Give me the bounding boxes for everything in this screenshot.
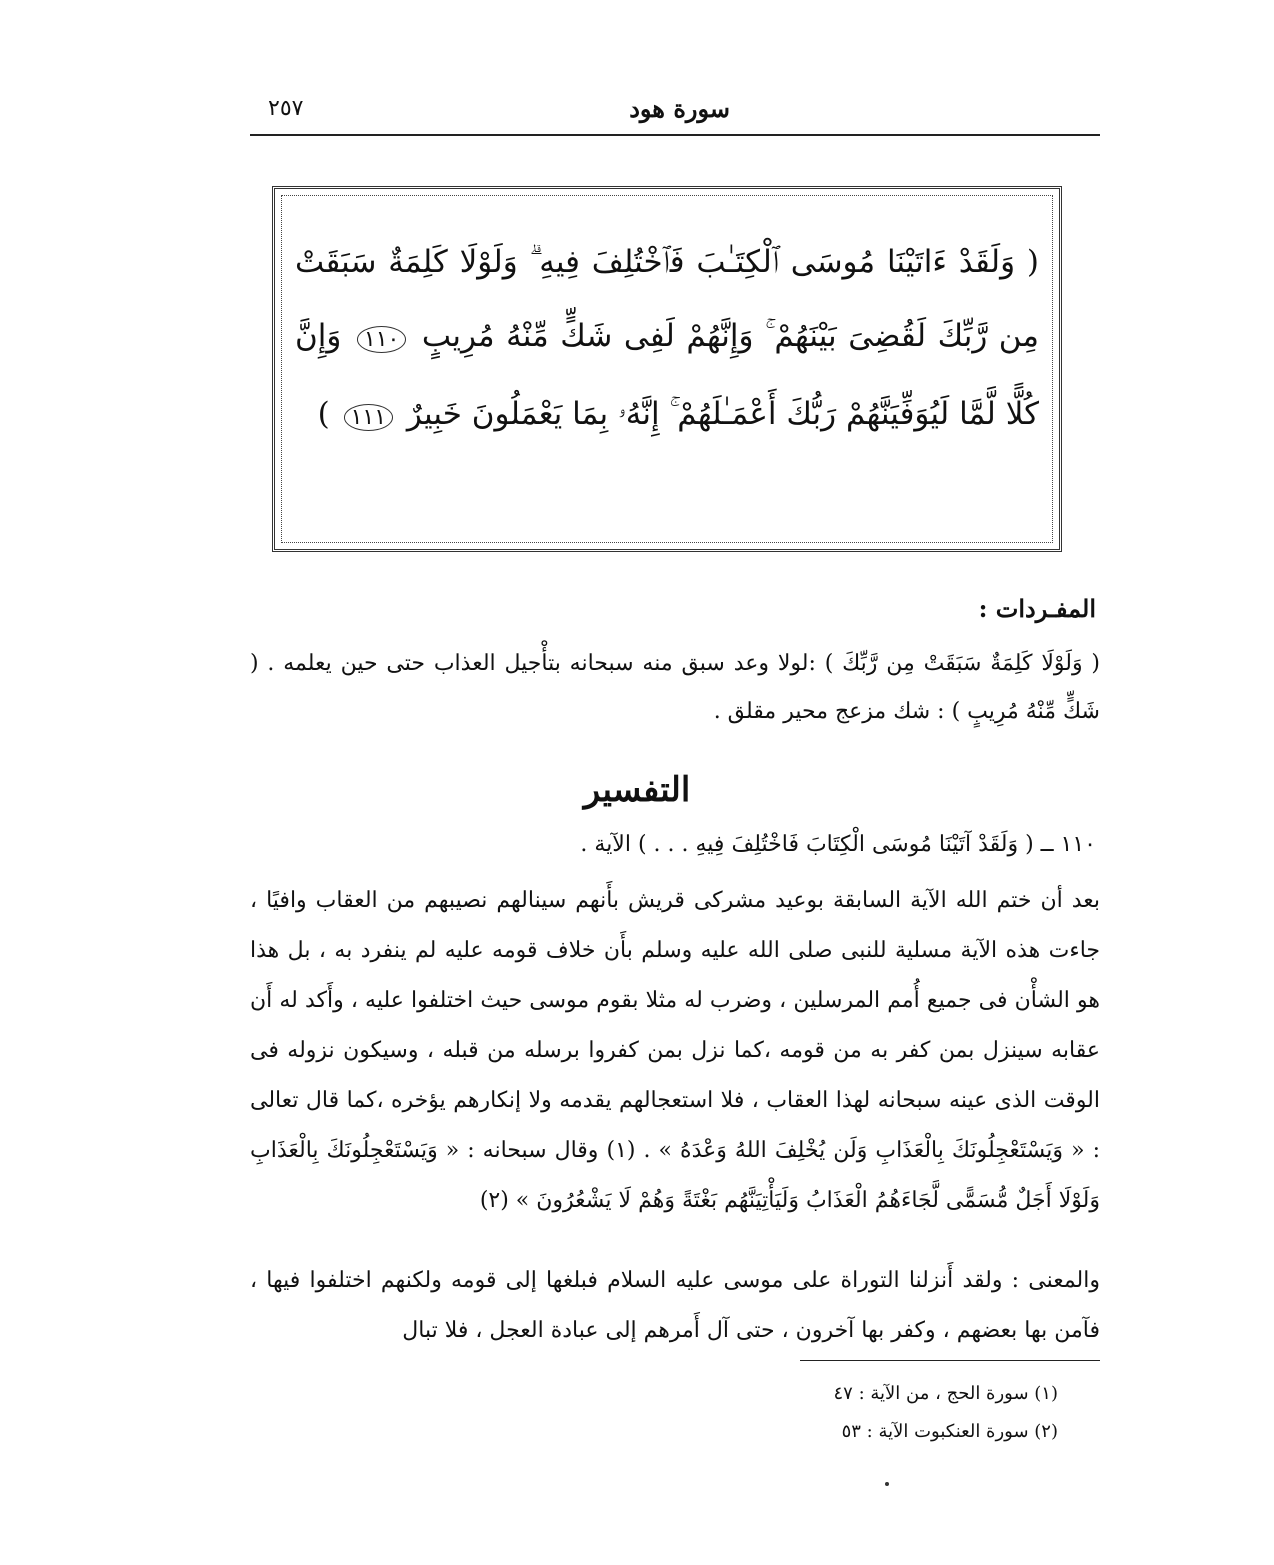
vocabulary-text: ( وَلَوْلَا كَلِمَةٌ سَبَقَتْ مِن رَّبِّكَ ) :لولا وعد سبق منه سبحانه بتأْجيل العذاب حتى حين يعلمه . ( شَكٍّ مِّنْهُ مُرِيبٍ ) : شك مزعج محير مقلق . [250,651,1100,724]
header-divider [250,134,1100,136]
tafsir-heading: التفسير [583,770,691,810]
verse-reference: ١١٠ ــ ( وَلَقَدْ آتَيْنَا مُوسَى الْكِتَابَ فَاخْتُلِفَ فِيهِ . . . ) الآية . [580,832,1096,857]
quran-verse-text [295,225,1039,455]
verse-111-text: وَإِنَّ كُلًّا لَّمَّا لَيُوَفِّيَنَّهُمْ رَبُّكَ أَعْمَـٰلَهُمْ ۚ إِنَّهُۥ بِمَا يَعْمَلُونَ خَبِيرٌ [295,318,1039,432]
footnotes [834,1375,1059,1451]
footnote-2: (٢) سورة العنكبوت الآية : ٥٣ [841,1421,1058,1442]
scan-speck [885,1482,889,1486]
vocabulary-heading: المفـردات : [978,594,1096,623]
surah-title: سورة هود [629,94,730,123]
page-number: ٢٥٧ [268,96,304,121]
footnote-1: (١) سورة الحج ، من الآية : ٤٧ [833,1383,1058,1404]
footnote-divider [800,1360,1100,1361]
verse-marker-111: ١١١ [344,404,393,431]
quran-verse-frame [272,186,1062,552]
verse-110-text: ( وَلَقَدْ ءَاتَيْنَا مُوسَى ٱلْكِتَـٰبَ فَٱخْتُلِفَ فِيهِ ۗ وَلَوْلَا كَلِمَةٌ سَبَقَتْ مِن رَّبِّكَ لَقُضِىَ بَيْنَهُمْ ۚ وَإِنَّهُمْ لَفِى شَكٍّ مِّنْهُ مُرِيبٍ [295,244,1040,354]
meaning-paragraph: والمعنى : ولقد أَنزلنا التوراة على موسى عليه السلام فبلغها إلى قومه ولكنهم اختلفوا فيها ، فآمن بها بعضهم ، وكفر بها آخرون ، حتى آل أَمرهم إلى عبادة العجل ، فلا تبال [250,1268,1100,1343]
page-header [250,90,1100,136]
closing-bracket: ) [317,396,330,432]
verse-marker-110: ١١٠ [357,326,406,353]
commentary-paragraph: بعد أن ختم الله الآية السابقة بوعيد مشركى قريش بأَنهم سينالهم نصيبهم من العقاب وافيًا ، جاءت هذه الآية مسلية للنبى صلى الله عليه وسلم بأَن خلاف قومه عليه لم ينفرد به ، بل هذا هو الشأْن فى جميع أُمم المرسلين ، وضرب له مثلا بقوم موسى حيث اختلفوا عليه ، وأَكد له أَن عقابه سينزل بمن كفر به من قومه ،كما نزل بمن كفروا برسله من قبله ، وسيكون نزوله فى الوقت الذى عينه سبحانه لهذا العقاب ، فلا استعجالهم يقدمه ولا إنكارهم يؤخره ،كما قال تعالى : « وَيَسْتَعْجِلُونَكَ بِالْعَذَابِ وَلَن يُخْلِفَ اللهُ وَعْدَهُ » . (١) وقال سبحانه : « وَيَسْتَعْجِلُونَكَ بِالْعَذَابِ وَلَوْلَا أَجَلٌ مُّسَمًّى لَّجَاءَهُمُ الْعَذَابُ وَلَيَأْتِيَنَّهُم بَغْتَةً وَهُمْ لَا يَشْعُرُونَ » (٢) [250,888,1101,1213]
